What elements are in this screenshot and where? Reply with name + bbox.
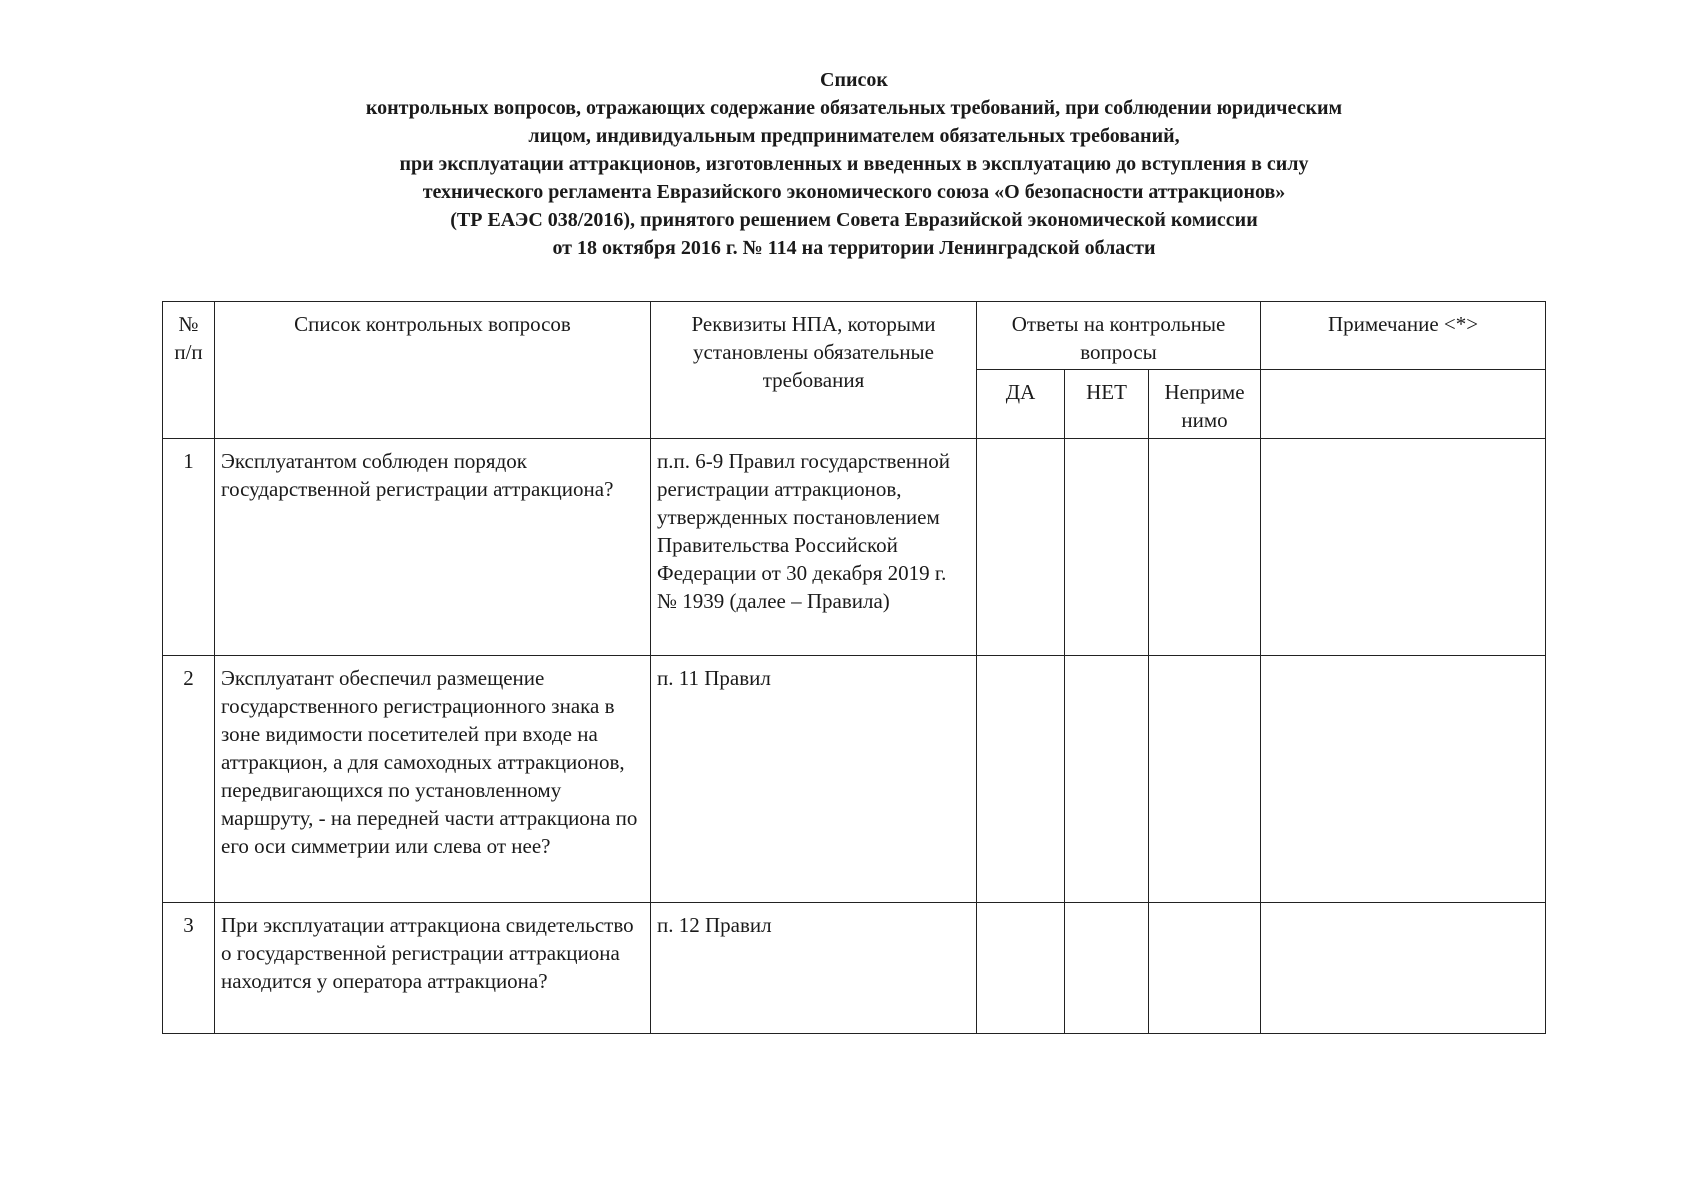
note-cell[interactable] bbox=[1261, 656, 1546, 903]
answer-yes-cell[interactable] bbox=[977, 903, 1065, 1034]
answer-na-cell[interactable] bbox=[1149, 903, 1261, 1034]
answer-no-cell[interactable] bbox=[1065, 439, 1149, 656]
table-row bbox=[163, 903, 1546, 1034]
answer-yes-cell[interactable] bbox=[977, 439, 1065, 656]
row-number: 2 bbox=[163, 656, 215, 903]
header-question: Список контрольных вопросов bbox=[215, 302, 651, 439]
title-line: технического регламента Евразийского экономического союза «О безопасности аттракционов» bbox=[422, 181, 1286, 203]
row-number: 1 bbox=[163, 439, 215, 656]
row-question: При эксплуатации аттракциона свидетельство о государственной регистрации аттракциона находится у оператора аттракциона? bbox=[215, 903, 651, 1034]
row-requisites: п. 12 Правил bbox=[651, 903, 977, 1034]
header-note: Примечание <*> bbox=[1261, 302, 1546, 370]
table-row bbox=[163, 439, 1546, 656]
header-note-blank bbox=[1261, 370, 1546, 439]
header-row bbox=[163, 302, 1546, 370]
title-line: при эксплуатации аттракционов, изготовленных и введенных в эксплуатацию до вступления в силу bbox=[399, 153, 1309, 175]
header-answers: Ответы на контрольные вопросы bbox=[977, 302, 1261, 370]
header-number: № п/п bbox=[163, 302, 215, 439]
answer-no-cell[interactable] bbox=[1065, 656, 1149, 903]
row-question: Эксплуатантом соблюден порядок государственной регистрации аттракциона? bbox=[215, 439, 651, 656]
answer-na-cell[interactable] bbox=[1149, 439, 1261, 656]
answer-na-cell[interactable] bbox=[1149, 656, 1261, 903]
note-cell[interactable] bbox=[1261, 439, 1546, 656]
note-cell[interactable] bbox=[1261, 903, 1546, 1034]
header-answer-na: Неприме нимо bbox=[1149, 370, 1261, 439]
table-row bbox=[163, 656, 1546, 903]
title-line: от 18 октября 2016 г. № 114 на территории Ленинградской области bbox=[552, 237, 1156, 259]
header-requisites: Реквизиты НПА, которыми установлены обязательные требования bbox=[651, 302, 977, 439]
header-answer-no: НЕТ bbox=[1065, 370, 1149, 439]
row-number: 3 bbox=[163, 903, 215, 1034]
row-question: Эксплуатант обеспечил размещение государственного регистрационного знака в зоне видимости посетителей при входе на аттракцион, а для самоходных аттракционов, передвигающихся по установленному маршруту, - на передней части аттракциона по его оси симметрии или слева от нее? bbox=[215, 656, 651, 903]
answer-yes-cell[interactable] bbox=[977, 656, 1065, 903]
title-line: контрольных вопросов, отражающих содержание обязательных требований, при соблюдении юридическим bbox=[365, 97, 1343, 119]
document-title bbox=[170, 66, 1538, 262]
row-requisites: п.п. 6-9 Правил государственной регистрации аттракционов, утвержденных постановлением Правительства Российской Федерации от 30 декабря 2019 г. № 1939 (далее – Правила) bbox=[651, 439, 977, 656]
checklist-table bbox=[162, 301, 1546, 1034]
row-requisites: п. 11 Правил bbox=[651, 656, 977, 903]
answer-no-cell[interactable] bbox=[1065, 903, 1149, 1034]
title-line: лицом, индивидуальным предпринимателем обязательных требований, bbox=[528, 125, 1180, 147]
header-answer-yes: ДА bbox=[977, 370, 1065, 439]
title-line: Список bbox=[820, 69, 888, 91]
title-line: (ТР ЕАЭС 038/2016), принятого решением Совета Евразийской экономической комиссии bbox=[450, 209, 1258, 231]
